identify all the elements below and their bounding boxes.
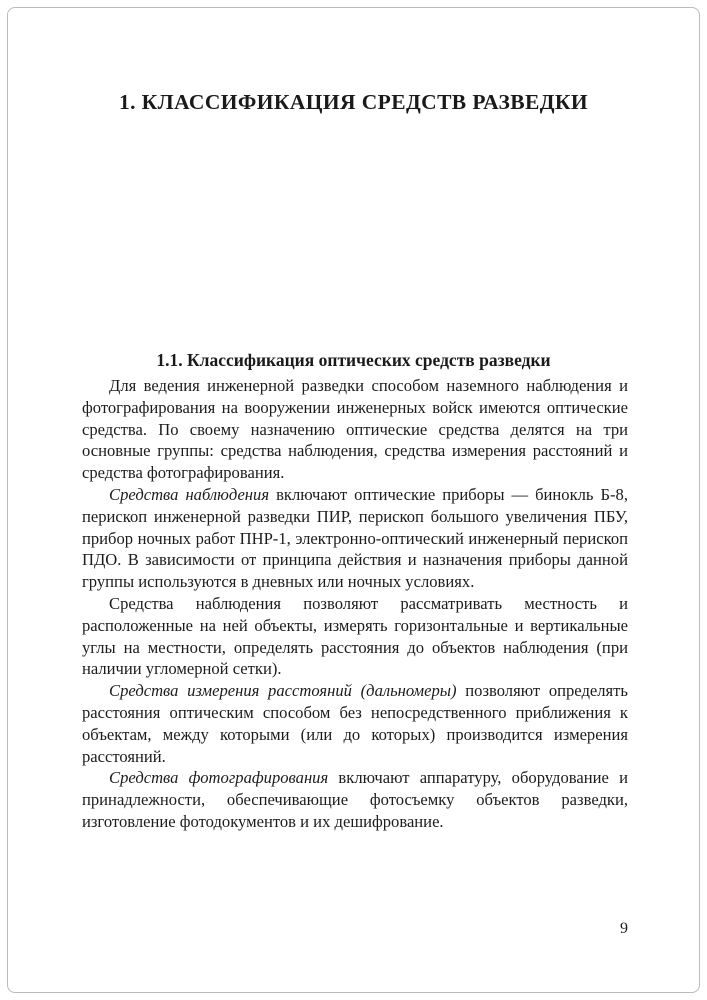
- paragraph-lead-italic: Средства фотографирования: [109, 768, 329, 788]
- paragraph-lead-italic: Средства наблюдения: [109, 484, 270, 504]
- paragraph: [82, 593, 628, 680]
- paragraph-text: включают аппаратуру, оборудование и принадлежности, обеспечивающие фотосъемку объектов разведки, изготовление фотодокументов и их дешифрование.: [82, 768, 628, 831]
- body-text: [82, 375, 628, 833]
- paragraph-text: Средства наблюдения позволяют рассматривать местность и расположенные на ней объекты, измерять горизонтальные и вертикальные углы на местности, определять расстояния до объектов наблюдения (при наличии угломерной сетки).: [82, 593, 628, 679]
- paragraph-lead-italic: Средства измерения расстояний (дальномеры): [109, 681, 457, 701]
- paragraph-text: позволяют определять расстояния оптическим способом без непосредственного приближения к объектам, между которыми (или до которых) производится измерения расстояний.: [82, 681, 628, 766]
- chapter-title: 1. КЛАССИФИКАЦИЯ СРЕДСТВ РАЗВЕДКИ: [118, 90, 589, 115]
- paragraph: [82, 680, 628, 767]
- page-number: 9: [620, 920, 628, 937]
- paragraph: [82, 375, 628, 484]
- paragraph-text: включают оптические приборы — бинокль Б-8, перископ инженерной разведки ПИР, перископ большого увеличения ПБУ, прибор ночных работ ПНР-1, электронно-оптический инженерный перископ ПДО. В зависимости от принципа действия и назначения приборы данной группы используются в дневных или ночных условиях.: [82, 484, 629, 592]
- paragraph: [82, 767, 628, 832]
- paragraph-text: Для ведения инженерной разведки способом наземного наблюдения и фотографирования на вооружении инженерных войск имеются оптические средства. По своему назначению оптические средства делятся на три основные группы: средства наблюдения, средства измерения расстояний и средства фотографирования.: [82, 376, 628, 483]
- section-title: 1.1. Классификация оптических средств разведки: [156, 349, 551, 370]
- paragraph: [82, 484, 628, 593]
